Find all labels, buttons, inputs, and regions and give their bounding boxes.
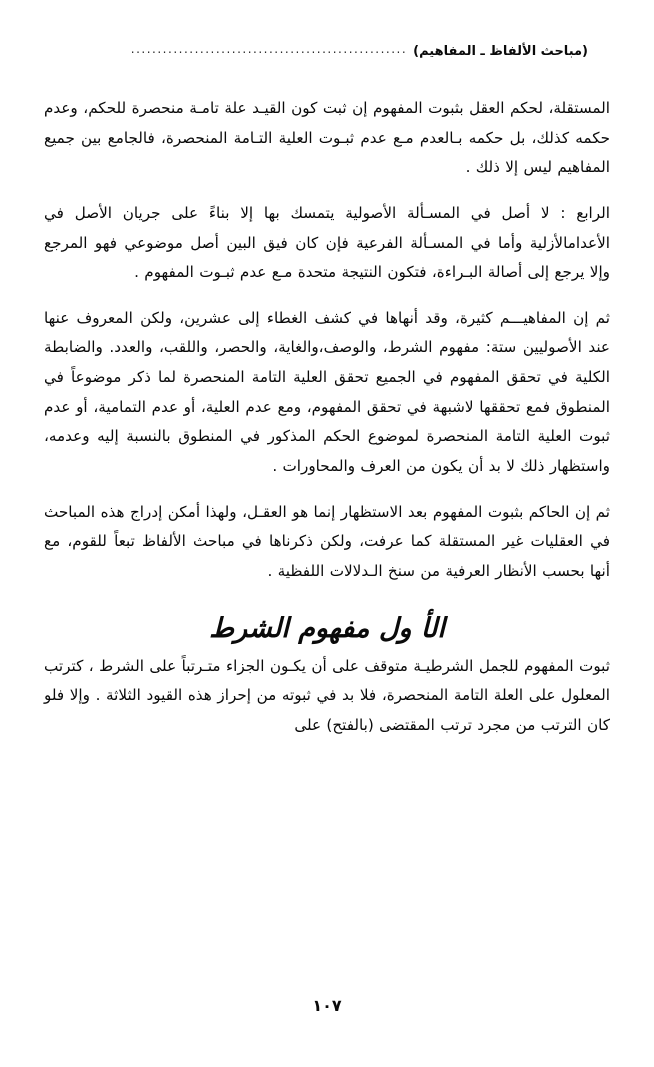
paragraph-5: ثبوت المفهوم للجمل الشرطيـة متوقف على أن يكـون الجزاء متـرتباً على الشرط ، كترتب المعلول على العلة التامة المنحصرة، فلا بد في ثبوته من إحراز هذه القيود الثلاثة . وإلا فلو كان الترتب من مجرد ترتب المقتضى (بالفتح) على — [44, 656, 610, 734]
page-body — [44, 94, 610, 757]
paragraph-3: ثم إن المفاهيـــم كثيرة، وقد أنهاها في كشف الغطاء إلى عشرين، ولكن المعروف عنها عند الأصوليين ستة: مفهوم الشرط، والوصف،والغاية، والحصر، واللقب، والعدد. والضابطة الكلية في تحقق المفهوم في الجميع تحقق العلية التامة المنحصرة لما ذكر موضوعاً في المنطوق فمع تحققها لاشبهة في تحقق المفهوم، ومع عدم العلية، أو عدم التمامية، أو عدم ثبوت العلية التامة المنحصرة لموضوع الحكم المذكور في المنطوق بالنسبة إليه وعدمه، واستظهار ذلك لا بد أن يكون من العرف والمحاورات . — [44, 308, 610, 476]
header-title: (مباحث الألفاظ ـ المفاهيم) — [413, 44, 588, 59]
paragraph-2: الرابع : لا أصل في المسـألة الأصولية يتمسك بها إلا بناءً على جريان الأصل في الأعدامالأزلية وأما في المسـألة الفرعية فإن كان فيق البين أصل موضوعي فهو المرجع وإلا يرجع إلى أصالة البـراءة، فتكون النتيجة متحدة مـع عدم ثبـوت المفهوم . — [44, 203, 610, 282]
header-dot-leader: .................................................... — [130, 42, 408, 56]
paragraph-1: المستقلة، لحكم العقل بثبوت المفهوم إن ثبت كون القيـد علة تامـة منحصرة للحكم، وعدم حكمه كذلك، بل حكمه بـالعدم مـع عدم ثبـوت العلية التـامة المنحصرة، فالجامع بين جميع المفاهيم ليس إلا ذلك . — [44, 99, 610, 177]
page-number: ١٠٧ — [312, 996, 342, 1015]
page-header — [66, 44, 588, 59]
paragraph-4: ثم إن الحاكم بثبوت المفهوم بعد الاستظهار إنما هو العقـل، ولهذا أمكن إدراج هذه المباحث في العقليات غير المستقلة كما عرفت، ولكن ذكرناها في مباحث الألفاظ تبعاً للقوم، مع أنها بحسب الأنظار العرفية من سنخ الـدلالات اللفظية . — [44, 502, 610, 580]
section-heading: الأ ول مفهوم الشرط — [209, 612, 445, 644]
